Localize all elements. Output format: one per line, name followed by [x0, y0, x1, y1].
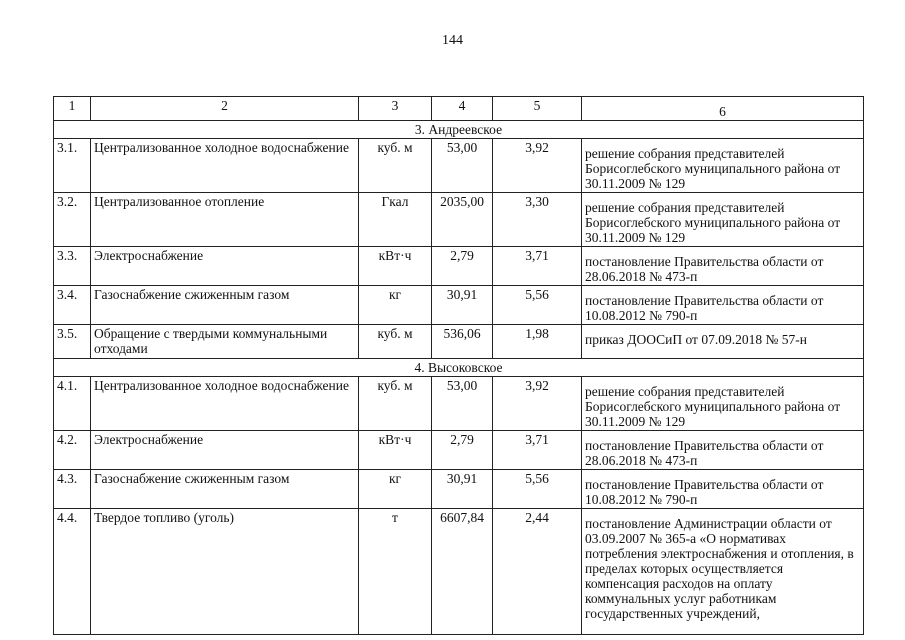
rate-value: 5,56 [493, 470, 582, 509]
unit-cell: куб. м [359, 377, 432, 431]
legal-basis: постановление Правительства области от 10.08.2012 № 790-п [582, 470, 864, 509]
header-cell: 5 [493, 97, 582, 121]
unit-cell: Гкал [359, 193, 432, 247]
service-name: Твердое топливо (уголь) [91, 509, 359, 635]
legal-basis: постановление Администрации области от 03.09.2007 № 365-а «О нормативах потребления электроснабжения и отопления, в пределах которых осуществляется компенсация расходов на оплату коммунальных услуг работникам государственных учреждений, [582, 509, 864, 635]
section-title: 3. Андреевское [54, 121, 864, 139]
norm-value: 53,00 [432, 139, 493, 193]
rate-value: 3,92 [493, 139, 582, 193]
header-cell: 2 [91, 97, 359, 121]
row-number: 3.5. [54, 325, 91, 359]
norm-value: 2035,00 [432, 193, 493, 247]
service-name: Централизованное холодное водоснабжение [91, 377, 359, 431]
unit-cell: кВт·ч [359, 247, 432, 286]
norm-value: 53,00 [432, 377, 493, 431]
page-number: 144 [442, 33, 463, 48]
legal-basis: решение собрания представителей Борисоглебского муниципального района от 30.11.2009 № 129 [582, 139, 864, 193]
norm-value: 6607,84 [432, 509, 493, 635]
norm-value: 30,91 [432, 286, 493, 325]
norm-value: 2,79 [432, 247, 493, 286]
row-number: 3.1. [54, 139, 91, 193]
section-row [54, 121, 864, 139]
table-row [54, 470, 864, 509]
legal-basis: постановление Правительства области от 28.06.2018 № 473-п [582, 431, 864, 470]
rate-value: 3,92 [493, 377, 582, 431]
rate-value: 5,56 [493, 286, 582, 325]
norm-value: 2,79 [432, 431, 493, 470]
row-number: 4.2. [54, 431, 91, 470]
rate-value: 3,71 [493, 247, 582, 286]
legal-basis: решение собрания представителей Борисоглебского муниципального района от 30.11.2009 № 129 [582, 377, 864, 431]
legal-basis: постановление Правительства области от 10.08.2012 № 790-п [582, 286, 864, 325]
legal-basis: постановление Правительства области от 28.06.2018 № 473-п [582, 247, 864, 286]
table-row [54, 139, 864, 193]
rate-value: 1,98 [493, 325, 582, 359]
header-cell: 6 [582, 97, 864, 121]
table-row [54, 247, 864, 286]
legal-basis: решение собрания представителей Борисоглебского муниципального района от 30.11.2009 № 129 [582, 193, 864, 247]
row-number: 3.4. [54, 286, 91, 325]
section-title: 4. Высоковское [54, 359, 864, 377]
header-cell: 4 [432, 97, 493, 121]
rate-value: 3,71 [493, 431, 582, 470]
tariff-table [53, 96, 864, 635]
row-number: 4.3. [54, 470, 91, 509]
table-row [54, 509, 864, 635]
section-row [54, 359, 864, 377]
service-name: Электроснабжение [91, 431, 359, 470]
service-name: Газоснабжение сжиженным газом [91, 286, 359, 325]
table-row [54, 431, 864, 470]
service-name: Газоснабжение сжиженным газом [91, 470, 359, 509]
unit-cell: кг [359, 470, 432, 509]
unit-cell: кВт·ч [359, 431, 432, 470]
row-number: 3.3. [54, 247, 91, 286]
service-name: Электроснабжение [91, 247, 359, 286]
row-number: 4.1. [54, 377, 91, 431]
header-row [54, 97, 864, 121]
rate-value: 3,30 [493, 193, 582, 247]
table-row [54, 377, 864, 431]
table-row [54, 286, 864, 325]
legal-basis: приказ ДООСиП от 07.09.2018 № 57-н [582, 325, 864, 359]
rate-value: 2,44 [493, 509, 582, 635]
norm-value: 536,06 [432, 325, 493, 359]
unit-cell: т [359, 509, 432, 635]
table-row [54, 325, 864, 359]
service-name: Обращение с твердыми коммунальными отходами [91, 325, 359, 359]
unit-cell: куб. м [359, 139, 432, 193]
row-number: 4.4. [54, 509, 91, 635]
service-name: Централизованное холодное водоснабжение [91, 139, 359, 193]
row-number: 3.2. [54, 193, 91, 247]
unit-cell: куб. м [359, 325, 432, 359]
norm-value: 30,91 [432, 470, 493, 509]
service-name: Централизованное отопление [91, 193, 359, 247]
table-row [54, 193, 864, 247]
unit-cell: кг [359, 286, 432, 325]
header-cell: 3 [359, 97, 432, 121]
header-cell: 1 [54, 97, 91, 121]
